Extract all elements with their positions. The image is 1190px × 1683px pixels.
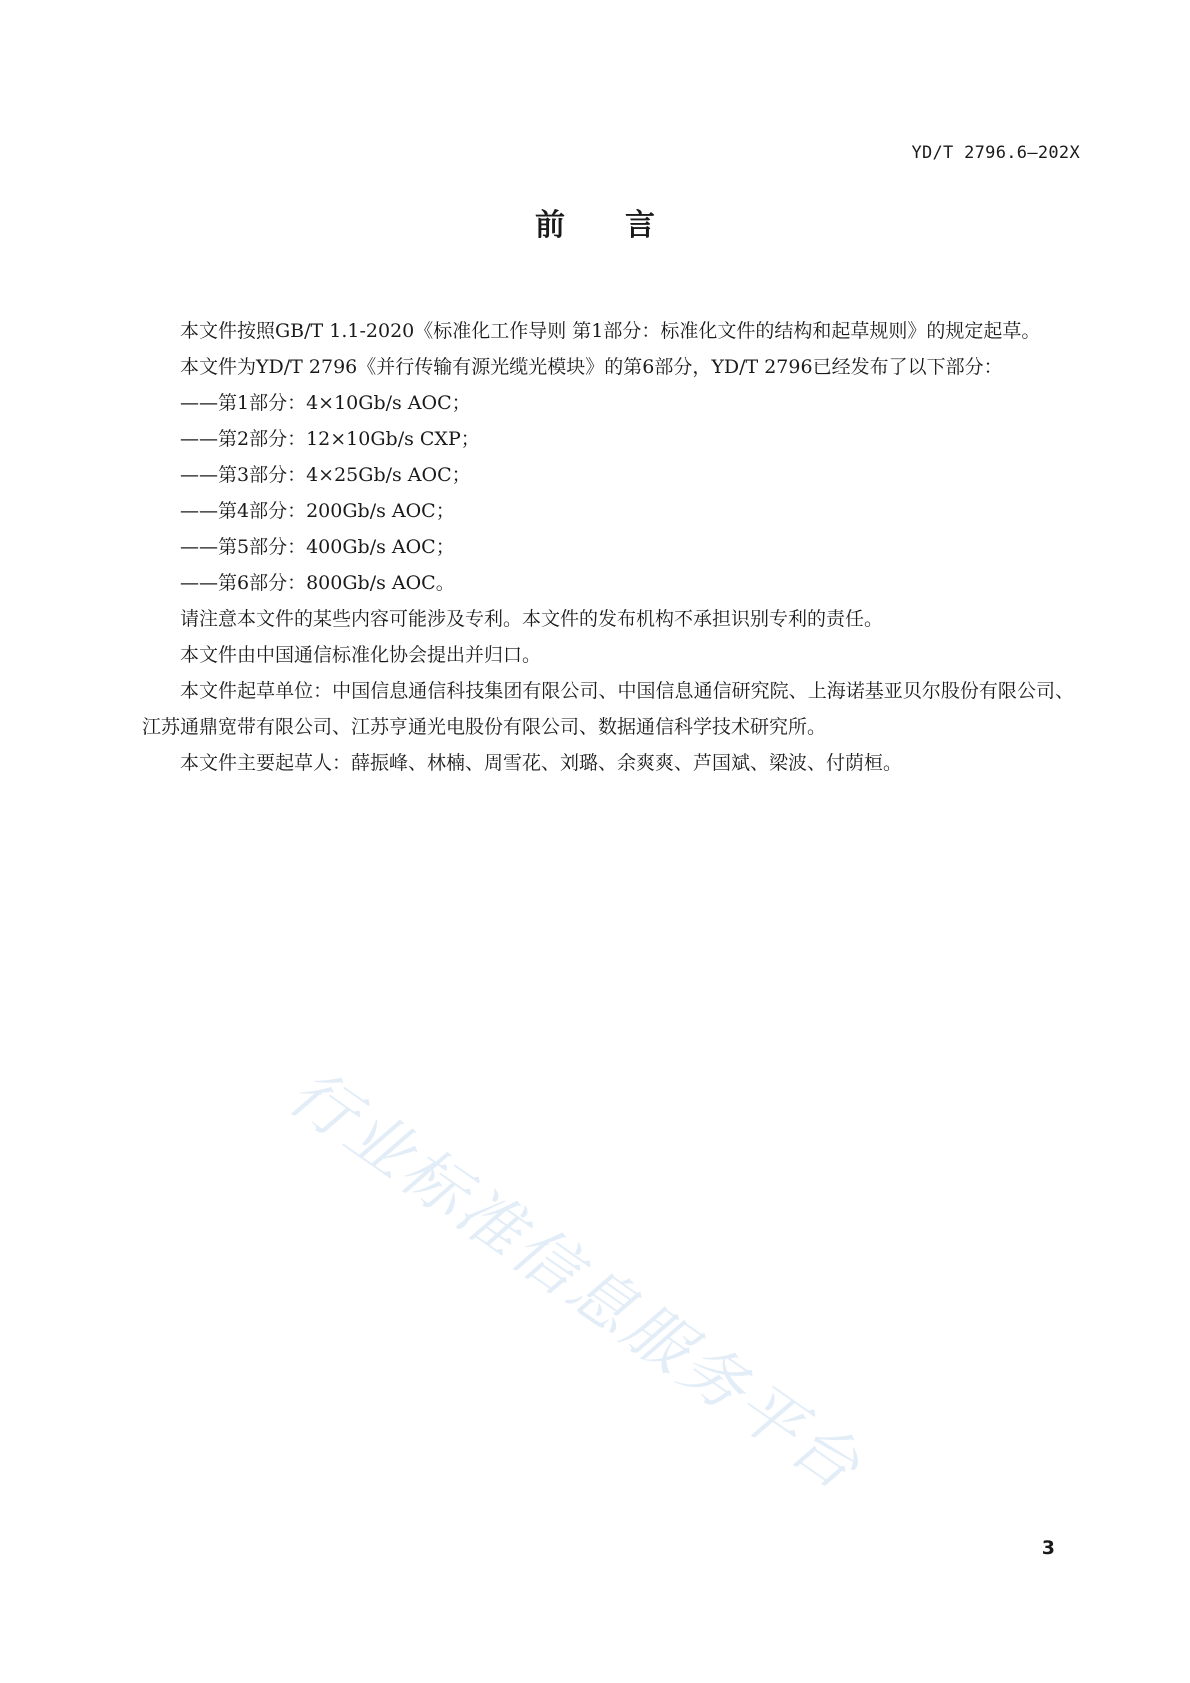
list-item-part-3: ——第3部分：4×25Gb/s AOC； bbox=[180, 464, 471, 486]
list-item-part-5: ——第5部分：400Gb/s AOC； bbox=[180, 536, 455, 558]
list-item-part-6: ——第6部分：800Gb/s AOC。 bbox=[180, 572, 455, 594]
list-item-part-4: ——第4部分：200Gb/s AOC； bbox=[180, 500, 455, 522]
paragraph-proposer: 本文件由中国通信标准化协会提出并归口。 bbox=[180, 644, 542, 666]
paragraph-patent-notice: 请注意本文件的某些内容可能涉及专利。本文件的发布机构不承担识别专利的责任。 bbox=[180, 608, 884, 630]
paragraph-drafting-basis: 本文件按照GB/T 1.1-2020《标准化工作导则 第1部分：标准化文件的结构和起草规则》的规定起草。 bbox=[180, 320, 1041, 342]
page-title: 前言 bbox=[535, 208, 715, 243]
watermark: 行业标准信息服务平台 bbox=[275, 1055, 875, 1507]
list-item-part-2: ——第2部分：12×10Gb/s CXP； bbox=[180, 428, 480, 450]
list-item-part-1: ——第1部分：4×10Gb/s AOC； bbox=[180, 392, 471, 414]
paragraph-drafting-units: 本文件起草单位：中国信息通信科技集团有限公司、中国信息通信研究院、上海诺基亚贝尔股份有限公司、江苏通鼎宽带有限公司、江苏亨通光电股份有限公司、数据通信科学技术研究所。 bbox=[142, 680, 1074, 738]
foreword-body bbox=[142, 313, 1074, 781]
page-number: 3 bbox=[1041, 1537, 1055, 1559]
document-code: YD/T 2796.6—202X bbox=[911, 143, 1080, 163]
paragraph-drafters: 本文件主要起草人：薛振峰、林楠、周雪花、刘璐、余爽爽、芦国斌、梁波、付荫桓。 bbox=[180, 752, 903, 774]
paragraph-series-intro: 本文件为YD/T 2796《并行传输有源光缆光模块》的第6部分，YD/T 2796已经发布了以下部分： bbox=[180, 356, 1003, 378]
